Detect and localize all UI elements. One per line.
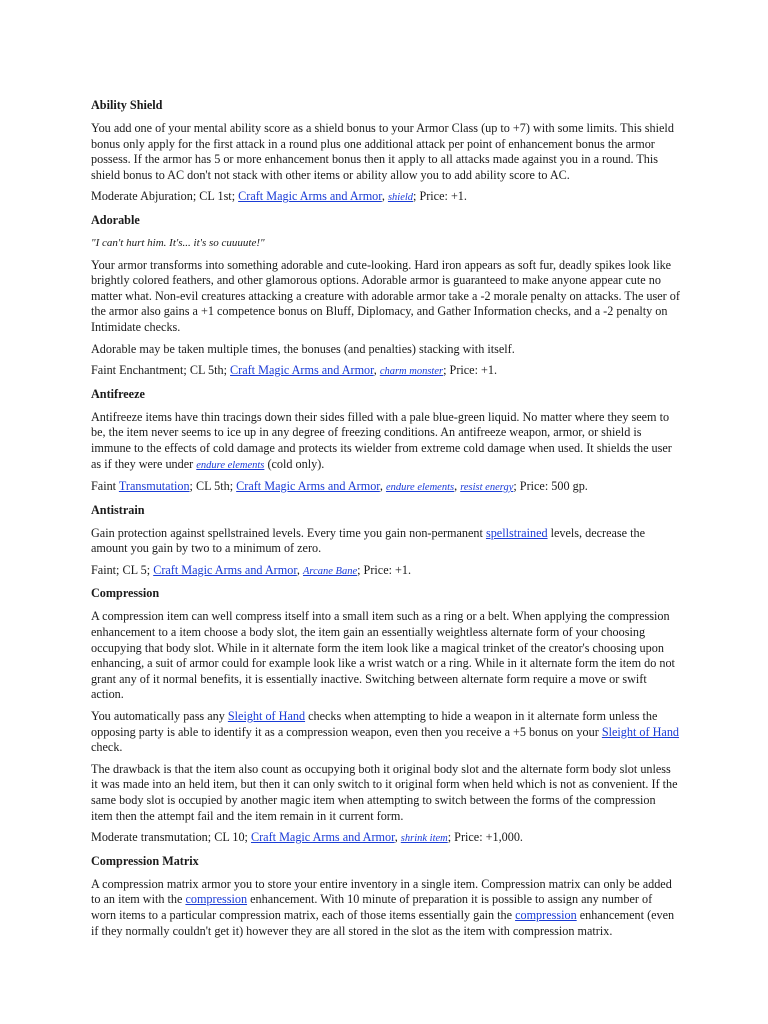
entry-ability-shield bbox=[91, 97, 680, 206]
description-text: You automatically pass any bbox=[91, 709, 228, 724]
aura-text: Faint Enchantment; CL 5th; bbox=[91, 363, 231, 378]
price-text: ; Price: +1. bbox=[413, 189, 467, 204]
separator: , bbox=[381, 189, 388, 204]
description-text: levels, decrease the amount you gain by two to a minimum of zero. bbox=[91, 525, 646, 556]
entry-construction bbox=[91, 563, 680, 580]
description-text: A compression matrix armor you to store your entire inventory in a single item. Compression matrix can only be added to an item with the bbox=[91, 876, 672, 907]
spell-link[interactable]: resist energy bbox=[460, 482, 514, 494]
description-text: checks when attempting to hide a weapon in it alternate form unless the opposing party is able to identify it as a compression weapon, even then you receive a +5 bonus on your bbox=[91, 709, 658, 739]
compression-link[interactable]: compression bbox=[185, 892, 248, 907]
aura-text: Faint; CL 5; bbox=[91, 562, 154, 577]
entry-construction bbox=[91, 189, 680, 206]
skill-link[interactable]: Sleight of Hand bbox=[601, 724, 680, 739]
aura-text: Moderate Abjuration; CL 1st; bbox=[91, 189, 239, 204]
separator: , bbox=[296, 562, 303, 577]
school-link[interactable]: Transmutation bbox=[118, 479, 190, 494]
description-text: enhancement. With 10 minute of preparation it is possible to assign any number of worn items to a particular compression matrix, each of those items essentially gain the bbox=[91, 892, 653, 922]
entry-antistrain bbox=[91, 502, 680, 580]
entry-antifreeze bbox=[91, 386, 680, 496]
entry-description: Your armor transforms into something adorable and cute-looking. Hard iron appears as soft fur, deadly spikes look like brightly colored feathers, and other glamorous options. Adorable armor is guaranteed to make anyone appear cute no matter what. Non-evil creatures attacking a creature with adorable armor take a -2 morale penalty on attacks. The user of the armor also gains a +1 competence bonus on Bluff, Diplomacy, and Gather Information checks, and a -2 penalty on Intimidate checks. bbox=[91, 257, 680, 334]
separator: , bbox=[379, 479, 386, 494]
price-text: ; Price: +1,000. bbox=[447, 830, 523, 845]
feat-link[interactable]: Craft Magic Arms and Armor bbox=[250, 830, 395, 845]
description-text: enhancement (even if they normally couldn't get it) however they are all stored in the slot as the item with compression matrix. bbox=[91, 907, 675, 938]
separator: , bbox=[454, 479, 461, 494]
spell-link[interactable]: endure elements bbox=[196, 459, 265, 471]
skill-link[interactable]: Sleight of Hand bbox=[227, 709, 306, 724]
entry-title: Antifreeze bbox=[91, 386, 145, 401]
entry-description-3: The drawback is that the item also count as occupying both it original body slot and the alternate form body slot unless it was made into an held item, but then it can only switch to it original form when held which is not as convenient. If the same body slot is occupied by another magic item when attempting to switch between the forms of the compression item then the attempt fail and the item remain in it current form. bbox=[91, 761, 678, 823]
entry-construction bbox=[91, 479, 680, 496]
entry-description bbox=[91, 526, 680, 557]
entry-compression bbox=[91, 585, 680, 846]
description-text: Antifreeze items have thin tracings down their sides filled with a pale blue-green liquid. No matter where they seem to be, the item never seems to ice up in any degree of freezing conditions. An antifreeze weapon, armor, or shield is immune to the effects of cold damage and protects its wielder from extreme cold damage when used. It shields the user as if they were under bbox=[91, 409, 672, 471]
entry-quote: "I can't hurt him. It's... it's so cuuuute!" bbox=[91, 236, 265, 249]
feat-link[interactable]: Craft Magic Arms and Armor bbox=[238, 189, 382, 204]
entry-title: Adorable bbox=[91, 212, 140, 227]
spell-link[interactable]: shrink item bbox=[400, 833, 448, 845]
entry-title: Compression Matrix bbox=[91, 853, 199, 868]
feat-link[interactable]: Craft Magic Arms and Armor bbox=[236, 479, 380, 494]
entry-construction bbox=[91, 830, 680, 847]
aura-text: Faint bbox=[91, 479, 119, 494]
entry-description: You add one of your mental ability score as a shield bonus to your Armor Class (up to +7) with some limits. This shield bonus only apply for the first attack in a round plus one additional attack per point of enhancement bonus the armor possess. If the armor has 5 or more enhancement bonus then it apply to all attacks made against you in a round. This shield bonus to AC don't not stack with other items or ability allow you to add ability score to AC. bbox=[91, 121, 674, 182]
spell-link[interactable]: Arcane Bane bbox=[302, 565, 358, 577]
entry-title: Antistrain bbox=[91, 502, 145, 517]
description-text: (cold only). bbox=[264, 456, 325, 471]
compression-link[interactable]: compression bbox=[515, 907, 577, 922]
separator: , bbox=[394, 830, 401, 845]
entry-description: A compression item can well compress itself into a small item such as a ring or a belt. When applying the compression enhancement to a item choose a body slot, the item gain an essentially weightless alternate form of your choosing occupying that body slot. While in it alternate form the item look like a magical trinket of the creator's choosing upon enhancing, a suit of armor could for example look like a wrist watch or a ring. While in it alternate form the item do not grant any of it normal benefits, it is essentially inactive. Switching between alternate form require a move or swift action. bbox=[91, 609, 675, 702]
spellstrained-link[interactable]: spellstrained bbox=[485, 525, 548, 540]
description-text: Gain protection against spellstrained levels. Every time you gain non-permanent bbox=[91, 525, 486, 540]
price-text: ; Price: +1. bbox=[357, 562, 412, 577]
entry-compression-matrix bbox=[91, 853, 680, 939]
description-text: check. bbox=[91, 740, 123, 755]
separator: , bbox=[373, 363, 380, 378]
entry-adorable bbox=[91, 212, 680, 380]
spell-link[interactable]: shield bbox=[387, 192, 414, 204]
entry-description-2: Adorable may be taken multiple times, the bonuses (and penalties) stacking with itself. bbox=[91, 341, 515, 356]
entry-description bbox=[91, 410, 680, 473]
entry-description bbox=[91, 877, 680, 939]
aura-text: Moderate transmutation; CL 10; bbox=[91, 830, 251, 845]
entry-description-2 bbox=[91, 709, 680, 756]
feat-link[interactable]: Craft Magic Arms and Armor bbox=[230, 363, 374, 378]
entry-title: Ability Shield bbox=[91, 98, 163, 112]
entry-construction bbox=[91, 363, 680, 380]
feat-link[interactable]: Craft Magic Arms and Armor bbox=[153, 562, 297, 577]
price-text: ; Price: 500 gp. bbox=[513, 479, 588, 494]
spell-link[interactable]: endure elements bbox=[385, 482, 455, 494]
entry-title: Compression bbox=[91, 586, 160, 601]
spell-link[interactable]: charm monster bbox=[379, 366, 444, 378]
aura-text: ; CL 5th; bbox=[189, 479, 237, 494]
price-text: ; Price: +1. bbox=[443, 363, 498, 378]
